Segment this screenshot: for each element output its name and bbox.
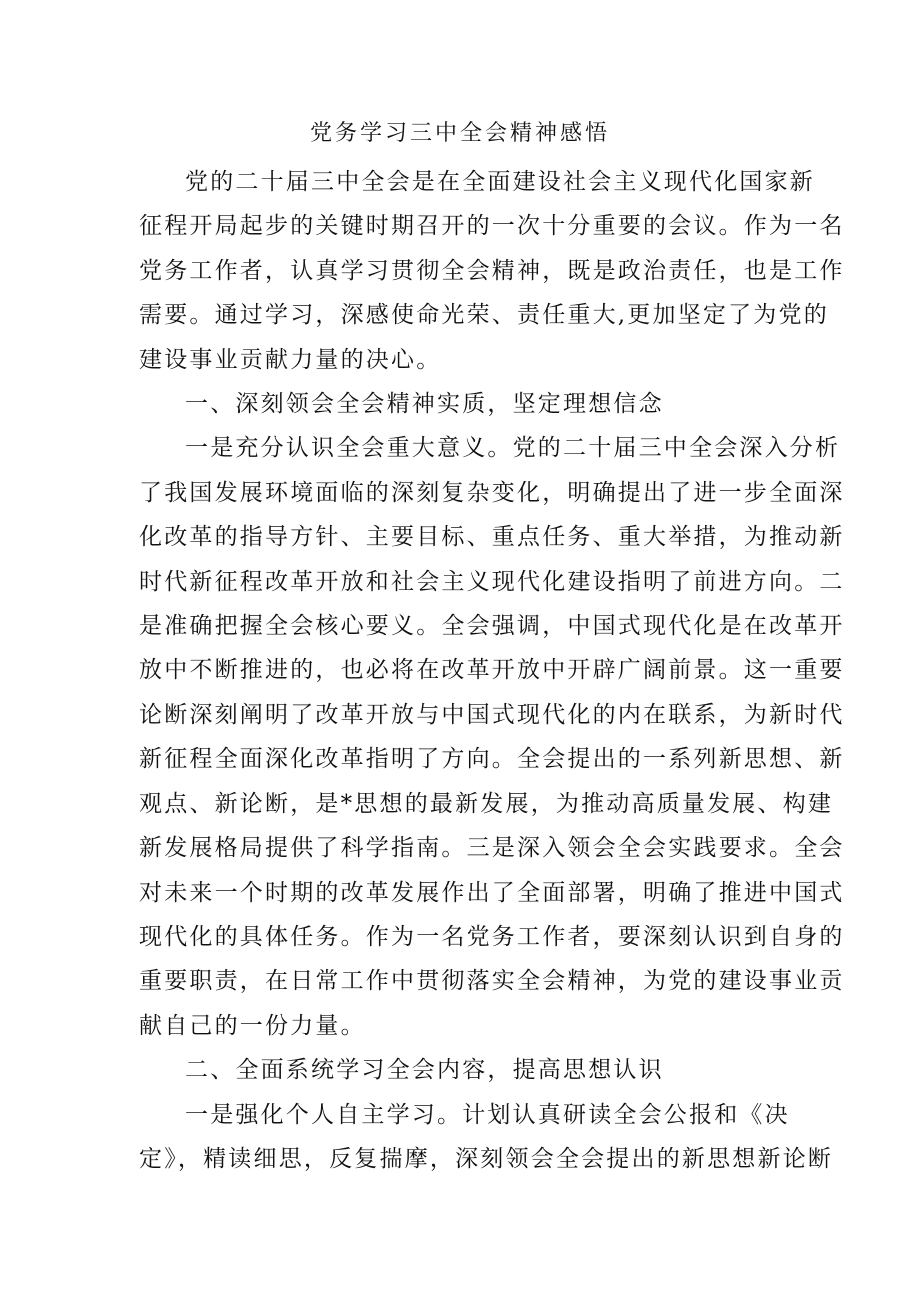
paragraph-line: 论断深刻阐明了改革开放与中国式现代化的内在联系，为新时代 <box>139 701 845 728</box>
intro-line: 党的二十届三中全会是在全面建设社会主义现代化国家新 <box>185 169 815 195</box>
section-2-heading: 二、全面系统学习全会内容，提高思想认识 <box>185 1057 664 1084</box>
paragraph-line: 定》，精读细思，反复揣摩，深刻领会全会提出的新思想新论断 <box>139 1145 834 1172</box>
section-2-paragraph <box>139 1093 834 1182</box>
document-title: 党务学习三中全会精神感悟 <box>309 121 610 146</box>
paragraph-line: 观点、新论断，是*思想的最新发展，为推动高质量发展、构建 <box>139 790 834 817</box>
section-1-heading: 一、深刻领会全会精神实质，坚定理想信念 <box>185 391 664 418</box>
intro-line: 征程开局起步的关键时期召开的一次十分重要的会议。作为一名 <box>139 213 845 240</box>
document-body <box>139 114 845 1181</box>
intro-line: 建设事业贡献力量的决心。 <box>139 346 442 373</box>
paragraph-line: 化改革的指导方针、主要目标、重点任务、重大举措，为推动新 <box>139 524 845 551</box>
paragraph-line: 献自己的一份力量。 <box>139 1012 366 1039</box>
paragraph-line: 放中不断推进的，也必将在改革开放中开辟广阔前景。这一重要 <box>139 657 845 684</box>
paragraph-line: 现代化的具体任务。作为一名党务工作者，要深刻认识到自身的 <box>139 923 845 950</box>
paragraph-line: 新征程全面深化改革指明了方向。全会提出的一系列新思想、新 <box>139 746 845 773</box>
intro-line: 需要。通过学习，深感使命光荣、责任重大,更加坚定了为党的 <box>139 302 829 329</box>
paragraph-line: 时代新征程改革开放和社会主义现代化建设指明了前进方向。二 <box>139 568 845 595</box>
paragraph-line: 是准确把握全会核心要义。全会强调，中国式现代化是在改革开 <box>139 613 845 640</box>
paragraph-line: 了我国发展环境面临的深刻复杂变化，明确提出了进一步全面深 <box>139 479 845 506</box>
section-1-paragraph <box>139 426 845 1048</box>
paragraph-line: 新发展格局提供了科学指南。三是深入领会全会实践要求。全会 <box>139 835 845 862</box>
paragraph-line: 一是强化个人自主学习。计划认真研读全会公报和《决 <box>185 1101 790 1128</box>
paragraph-line: 对未来一个时期的改革发展作出了全面部署，明确了推进中国式 <box>139 879 845 906</box>
paragraph-line: 重要职责，在日常工作中贯彻落实全会精神，为党的建设事业贡 <box>139 968 845 995</box>
intro-line: 党务工作者，认真学习贯彻全会精神，既是政治责任，也是工作 <box>139 257 845 284</box>
intro-paragraph <box>139 160 845 382</box>
paragraph-line: 一是充分认识全会重大意义。党的二十届三中全会深入分析 <box>185 435 841 462</box>
